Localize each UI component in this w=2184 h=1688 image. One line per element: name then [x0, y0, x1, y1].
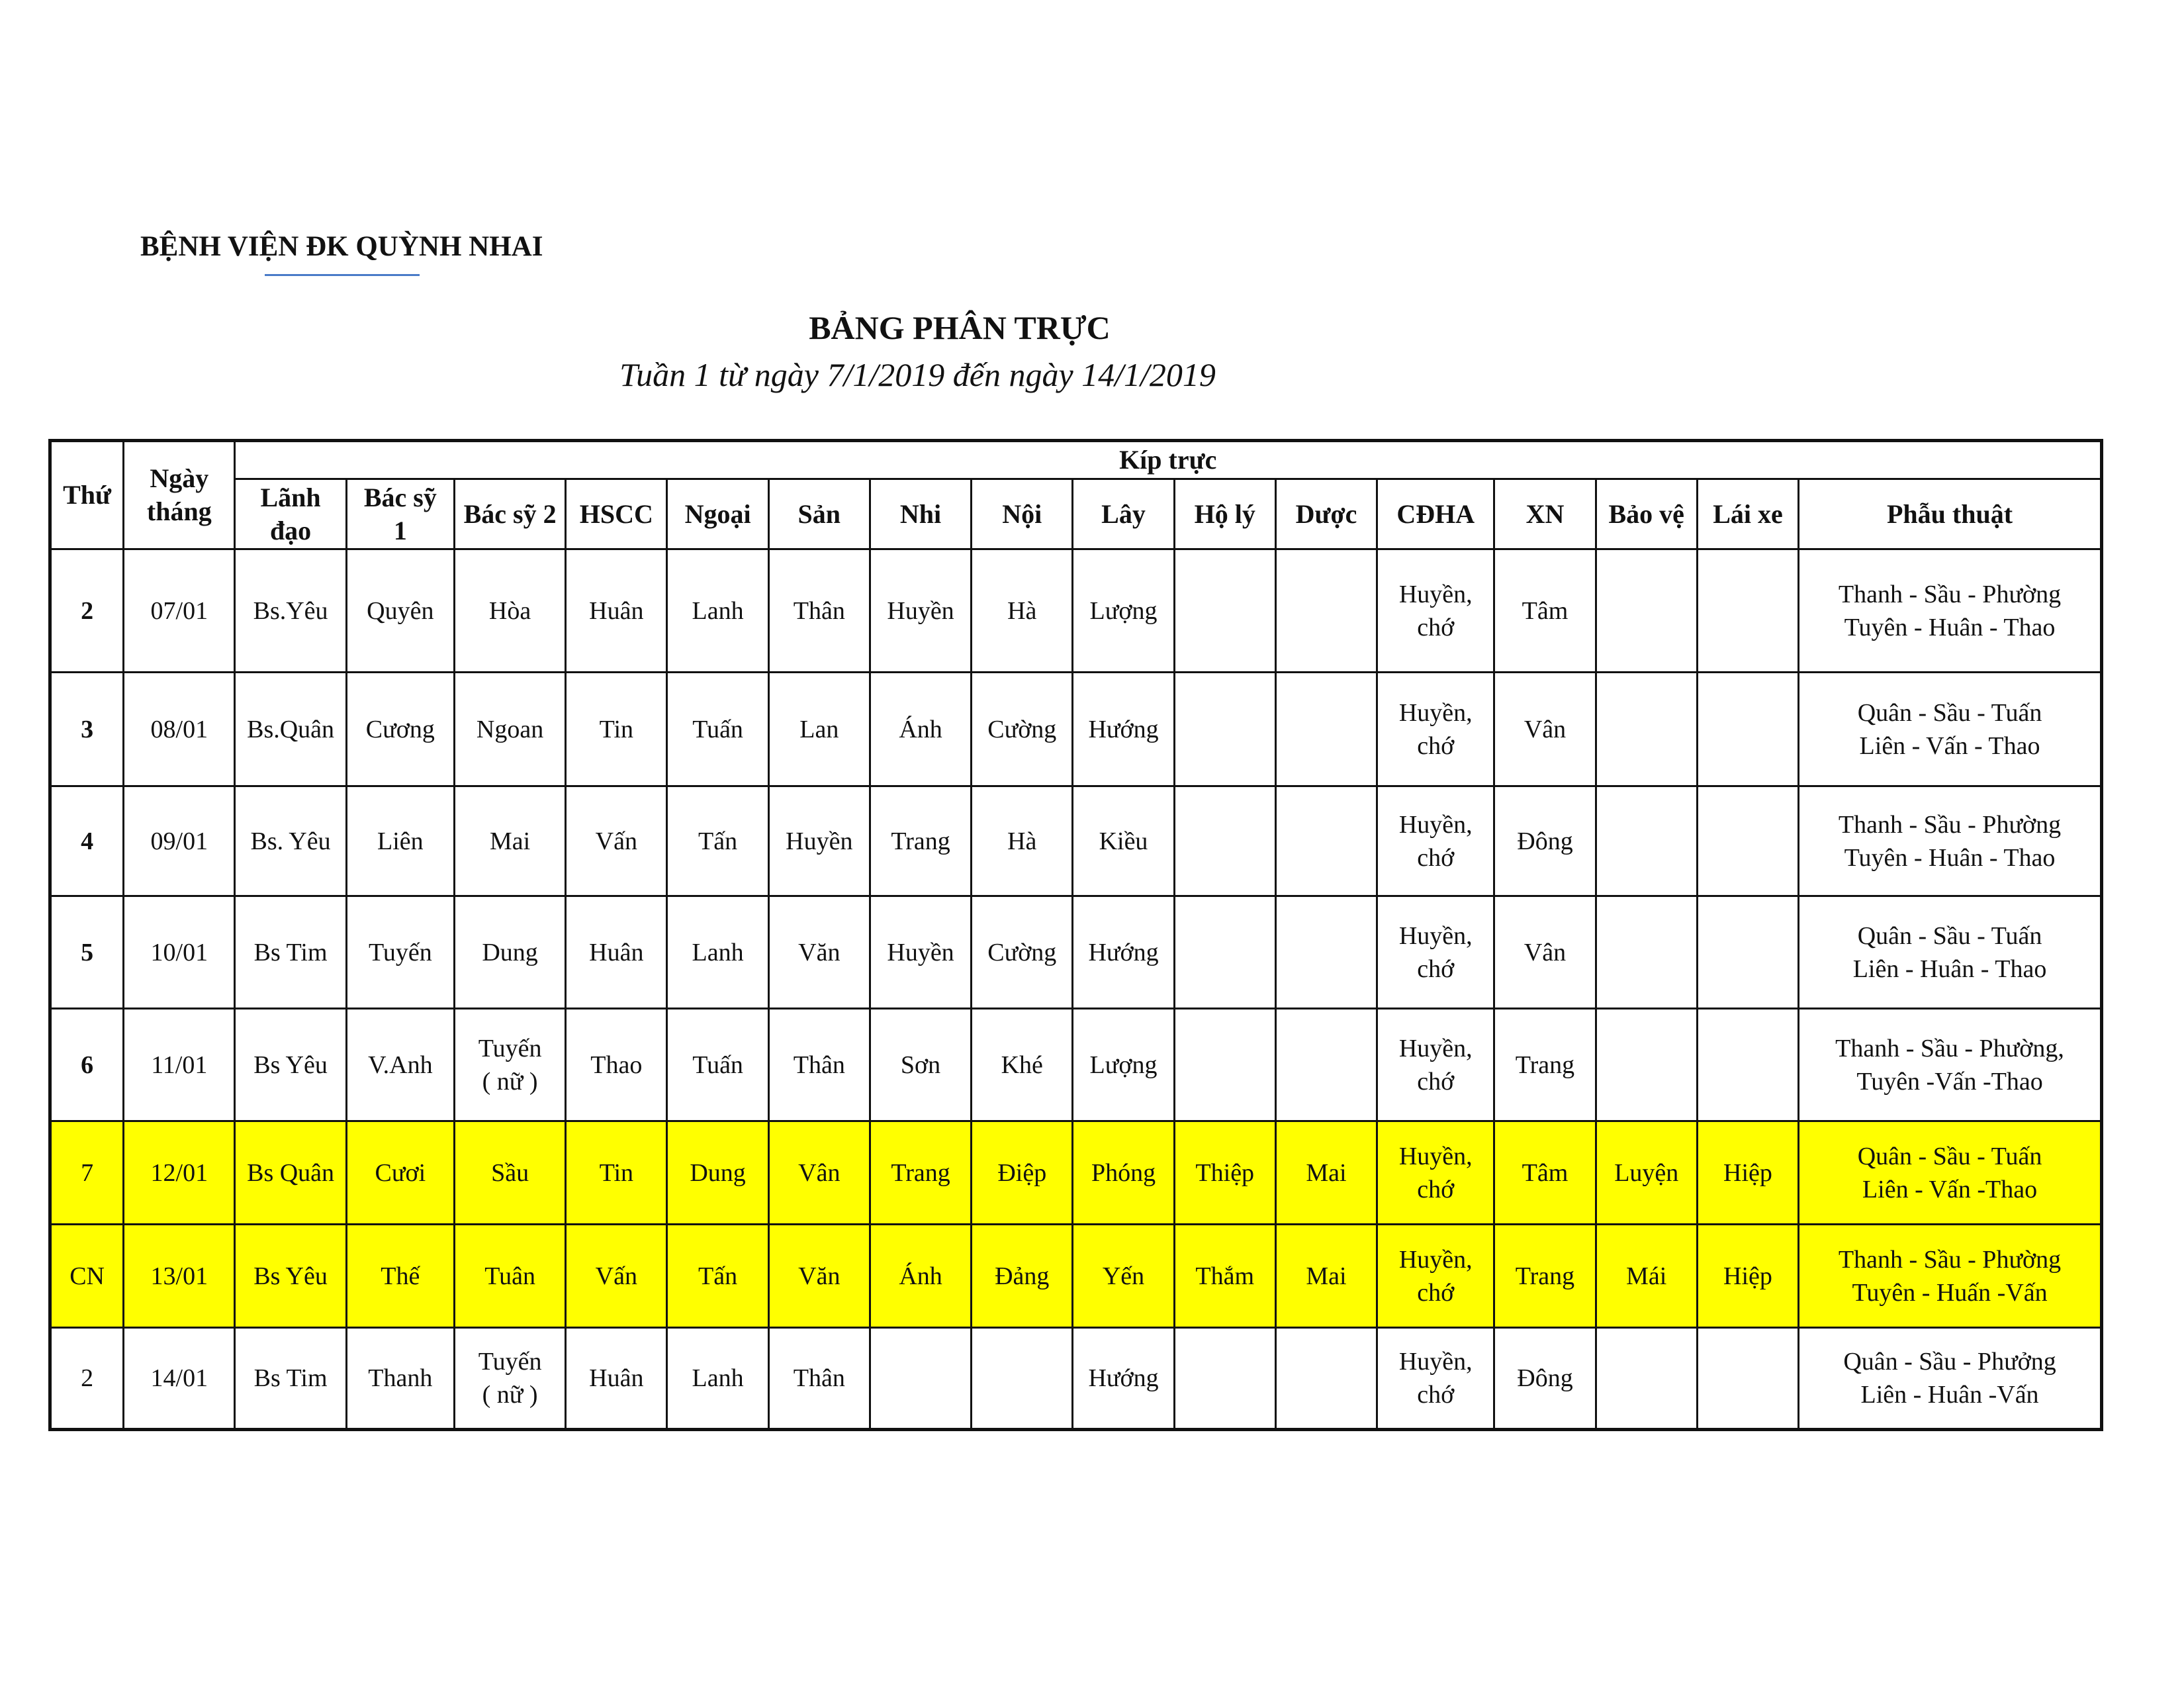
- cell-thu: 5: [50, 896, 124, 1009]
- cell-thu: 7: [50, 1121, 124, 1225]
- cell-bao-ve: [1596, 1009, 1697, 1121]
- cell-cdha-line: chớ: [1417, 1381, 1455, 1409]
- cell-bac-sy-2: [454, 1328, 565, 1430]
- cell-bac-sy-2: [454, 1225, 565, 1328]
- cell-thu: 2: [50, 1328, 124, 1430]
- col-header-san: Sản: [768, 479, 870, 549]
- cell-bao-ve: Mái: [1596, 1225, 1697, 1328]
- cell-bac-sy-1: Thế: [346, 1225, 454, 1328]
- cell-phau-thuat: [1799, 549, 2102, 673]
- cell-thu: 3: [50, 673, 124, 786]
- cell-nhi: [870, 1328, 971, 1430]
- cell-nhi: Ánh: [870, 1225, 971, 1328]
- table-row: [50, 896, 2102, 1009]
- cell-lai-xe: Hiệp: [1697, 1225, 1798, 1328]
- col-header-ngay-thang: [124, 441, 235, 549]
- cell-bac-sy-2-line: Hòa: [488, 596, 531, 625]
- cell-cdha: [1377, 673, 1494, 786]
- cell-ngoai: Lanh: [667, 1328, 768, 1430]
- page-title: BẢNG PHÂN TRỰC: [809, 309, 1111, 346]
- cell-lay: Hướng: [1073, 896, 1174, 1009]
- cell-cdha-line: chớ: [1417, 613, 1455, 641]
- cell-cdha-line: chớ: [1417, 1278, 1455, 1307]
- cell-ngay: 09/01: [124, 786, 235, 896]
- col-header-bac-sy-1: [346, 479, 454, 549]
- cell-bac-sy-1: Cươi: [346, 1121, 454, 1225]
- cell-lai-xe: Hiệp: [1697, 1121, 1798, 1225]
- cell-san: Huyền: [768, 786, 870, 896]
- cell-lai-xe: [1697, 1328, 1798, 1430]
- cell-lai-xe: [1697, 549, 1798, 673]
- roster-body: [50, 549, 2102, 1430]
- cell-duoc: Mai: [1275, 1121, 1377, 1225]
- cell-xn: Đông: [1494, 1328, 1596, 1430]
- cell-cdha-line: chớ: [1417, 1175, 1455, 1203]
- col-header-thu: Thứ: [50, 441, 124, 549]
- cell-ngoai: Dung: [667, 1121, 768, 1225]
- table-row: [50, 1225, 2102, 1328]
- cell-phau-thuat-line: Liên - Huân - Thao: [1852, 955, 2047, 983]
- cell-cdha: [1377, 786, 1494, 896]
- cell-noi: [972, 1328, 1073, 1430]
- col-header-ngay-line1: Ngày: [150, 463, 209, 493]
- cell-bac-sy-2: [454, 896, 565, 1009]
- cell-ngoai: Tuấn: [667, 673, 768, 786]
- cell-ngay: 13/01: [124, 1225, 235, 1328]
- cell-bac-sy-2-line: ( nữ ): [482, 1381, 538, 1409]
- cell-noi: Hà: [972, 549, 1073, 673]
- cell-phau-thuat: [1799, 1225, 2102, 1328]
- cell-lanh-dao: Bs.Quân: [235, 673, 346, 786]
- cell-lanh-dao: Bs Tim: [235, 896, 346, 1009]
- group-header-kip-truc: Kíp trực: [235, 441, 2102, 479]
- cell-noi: Điệp: [972, 1121, 1073, 1225]
- cell-bao-ve: [1596, 896, 1697, 1009]
- col-header-bac-sy-1-line1: Bác sỹ: [363, 482, 437, 512]
- cell-xn: Trang: [1494, 1225, 1596, 1328]
- cell-ho-ly: Thắm: [1174, 1225, 1275, 1328]
- header-row-group: [50, 441, 2102, 479]
- cell-ngay: 08/01: [124, 673, 235, 786]
- col-header-lay: Lây: [1073, 479, 1174, 549]
- table-row: [50, 1009, 2102, 1121]
- cell-lay: Kiều: [1073, 786, 1174, 896]
- col-header-lanh-dao-line2: đạo: [269, 515, 312, 545]
- cell-bao-ve: [1596, 673, 1697, 786]
- cell-ngay: 11/01: [124, 1009, 235, 1121]
- cell-duoc: [1275, 1009, 1377, 1121]
- cell-cdha: [1377, 1009, 1494, 1121]
- cell-bac-sy-2: [454, 549, 565, 673]
- cell-lanh-dao: Bs Yêu: [235, 1225, 346, 1328]
- cell-ngay: 07/01: [124, 549, 235, 673]
- hospital-underline: [265, 274, 420, 276]
- cell-duoc: [1275, 896, 1377, 1009]
- cell-ngoai: Lanh: [667, 549, 768, 673]
- col-header-lanh-dao: [235, 479, 346, 549]
- cell-phau-thuat-line: Quân - Sầu - Tuấn: [1857, 1142, 2042, 1170]
- col-header-nhi: Nhi: [870, 479, 971, 549]
- cell-duoc: [1275, 673, 1377, 786]
- cell-cdha-line: chớ: [1417, 1067, 1455, 1096]
- cell-xn: Tâm: [1494, 1121, 1596, 1225]
- cell-ho-ly: [1174, 1009, 1275, 1121]
- cell-phau-thuat-line: Liên - Vấn - Thao: [1859, 731, 2040, 760]
- col-header-bao-ve: Bảo vệ: [1596, 479, 1697, 549]
- header-row-columns: [50, 479, 2102, 549]
- cell-bac-sy-1: Thanh: [346, 1328, 454, 1430]
- cell-phau-thuat-line: Quân - Sầu - Tuấn: [1857, 698, 2042, 727]
- cell-cdha-line: Huyền,: [1398, 698, 1473, 727]
- cell-bac-sy-1: Liên: [346, 786, 454, 896]
- cell-cdha: [1377, 549, 1494, 673]
- cell-lay: Hướng: [1073, 673, 1174, 786]
- col-header-lai-xe: Lái xe: [1697, 479, 1798, 549]
- cell-bac-sy-2: [454, 786, 565, 896]
- cell-san: Văn: [768, 1225, 870, 1328]
- cell-duoc: [1275, 1328, 1377, 1430]
- cell-thu: 6: [50, 1009, 124, 1121]
- cell-cdha-line: chớ: [1417, 731, 1455, 760]
- cell-lanh-dao: Bs. Yêu: [235, 786, 346, 896]
- cell-hscc: Thao: [566, 1009, 667, 1121]
- cell-bao-ve: [1596, 1328, 1697, 1430]
- col-header-xn: XN: [1494, 479, 1596, 549]
- cell-ho-ly: [1174, 549, 1275, 673]
- cell-bac-sy-2-line: ( nữ ): [482, 1067, 538, 1096]
- col-header-hscc: HSCC: [566, 479, 667, 549]
- cell-cdha-line: Huyền,: [1398, 921, 1473, 950]
- col-header-bac-sy-2: Bác sỹ 2: [454, 479, 565, 549]
- cell-phau-thuat: [1799, 1328, 2102, 1430]
- col-header-lanh-dao-line1: Lãnh: [260, 482, 321, 512]
- table-row: [50, 1328, 2102, 1430]
- cell-cdha-line: Huyền,: [1398, 1034, 1473, 1062]
- cell-duoc: [1275, 786, 1377, 896]
- cell-nhi: Ánh: [870, 673, 971, 786]
- cell-phau-thuat: [1799, 896, 2102, 1009]
- cell-bao-ve: Luyện: [1596, 1121, 1697, 1225]
- cell-lai-xe: [1697, 896, 1798, 1009]
- cell-cdha-line: Huyền,: [1398, 1245, 1473, 1274]
- cell-bao-ve: [1596, 549, 1697, 673]
- cell-lai-xe: [1697, 1009, 1798, 1121]
- cell-hscc: Tin: [566, 673, 667, 786]
- cell-san: Văn: [768, 896, 870, 1009]
- cell-phau-thuat-line: Quân - Sầu - Phưởng: [1843, 1348, 2056, 1376]
- col-header-ngoai: Ngoại: [667, 479, 768, 549]
- cell-bac-sy-2-line: Tuân: [484, 1262, 535, 1290]
- cell-thu: 2: [50, 549, 124, 673]
- cell-xn: Vân: [1494, 896, 1596, 1009]
- cell-bac-sy-2-line: Dung: [482, 938, 538, 966]
- cell-phau-thuat-line: Tuyên -Vấn -Thao: [1856, 1067, 2043, 1096]
- cell-cdha-line: chớ: [1417, 955, 1455, 983]
- cell-xn: Tâm: [1494, 549, 1596, 673]
- cell-nhi: Huyền: [870, 549, 971, 673]
- cell-san: Thân: [768, 1009, 870, 1121]
- cell-noi: Hà: [972, 786, 1073, 896]
- table-row: [50, 673, 2102, 786]
- cell-phau-thuat-line: Tuyên - Huân - Thao: [1844, 843, 2056, 872]
- cell-bac-sy-2: [454, 1009, 565, 1121]
- cell-lai-xe: [1697, 673, 1798, 786]
- cell-phau-thuat-line: Thanh - Sầu - Phường: [1838, 1245, 2062, 1274]
- col-header-bac-sy-1-line2: 1: [393, 515, 407, 545]
- cell-cdha: [1377, 1225, 1494, 1328]
- cell-xn: Vân: [1494, 673, 1596, 786]
- cell-xn: Đông: [1494, 786, 1596, 896]
- cell-bao-ve: [1596, 786, 1697, 896]
- cell-lanh-dao: Bs.Yêu: [235, 549, 346, 673]
- cell-cdha-line: chớ: [1417, 843, 1455, 872]
- cell-ho-ly: [1174, 896, 1275, 1009]
- cell-san: Thân: [768, 1328, 870, 1430]
- cell-duoc: Mai: [1275, 1225, 1377, 1328]
- cell-ho-ly: Thiệp: [1174, 1121, 1275, 1225]
- cell-nhi: Trang: [870, 1121, 971, 1225]
- cell-ngoai: Tấn: [667, 786, 768, 896]
- cell-lay: Lượng: [1073, 549, 1174, 673]
- cell-phau-thuat: [1799, 1009, 2102, 1121]
- cell-phau-thuat: [1799, 786, 2102, 896]
- cell-bac-sy-2: [454, 1121, 565, 1225]
- cell-hscc: Huân: [566, 549, 667, 673]
- cell-phau-thuat-line: Liên - Huân -Vấn: [1860, 1381, 2039, 1409]
- cell-noi: Cường: [972, 673, 1073, 786]
- cell-phau-thuat-line: Tuyên - Huấn -Vấn: [1852, 1278, 2048, 1307]
- cell-ngoai: Tấn: [667, 1225, 768, 1328]
- cell-san: Lan: [768, 673, 870, 786]
- cell-hscc: Vấn: [566, 786, 667, 896]
- cell-bac-sy-2-line: Mai: [489, 827, 531, 855]
- cell-nhi: Huyền: [870, 896, 971, 1009]
- cell-ho-ly: [1174, 1328, 1275, 1430]
- cell-phau-thuat-line: Liên - Vấn -Thao: [1862, 1175, 2038, 1203]
- cell-noi: Cường: [972, 896, 1073, 1009]
- cell-ho-ly: [1174, 786, 1275, 896]
- cell-bac-sy-2: [454, 673, 565, 786]
- table-row: [50, 1121, 2102, 1225]
- cell-bac-sy-2-line: Ngoan: [476, 715, 544, 743]
- hospital-name: BỆNH VIỆN ĐK QUỲNH NHAI: [140, 231, 543, 262]
- cell-thu: CN: [50, 1225, 124, 1328]
- cell-lai-xe: [1697, 786, 1798, 896]
- cell-noi: Đảng: [972, 1225, 1073, 1328]
- cell-noi: Khé: [972, 1009, 1073, 1121]
- cell-ngay: 14/01: [124, 1328, 235, 1430]
- cell-bac-sy-1: Quyên: [346, 549, 454, 673]
- table-row: [50, 786, 2102, 896]
- cell-cdha-line: Huyền,: [1398, 580, 1473, 608]
- cell-lanh-dao: Bs Quân: [235, 1121, 346, 1225]
- cell-phau-thuat: [1799, 1121, 2102, 1225]
- cell-thu: 4: [50, 786, 124, 896]
- cell-bac-sy-1: Tuyến: [346, 896, 454, 1009]
- cell-ho-ly: [1174, 673, 1275, 786]
- cell-cdha-line: Huyền,: [1398, 1348, 1473, 1376]
- col-header-ho-ly: Hộ lý: [1174, 479, 1275, 549]
- col-header-ngay-line2: tháng: [146, 496, 212, 526]
- duty-roster-table: [48, 439, 2103, 1431]
- cell-phau-thuat-line: Quân - Sầu - Tuấn: [1857, 921, 2042, 950]
- cell-phau-thuat-line: Tuyên - Huân - Thao: [1844, 613, 2056, 641]
- cell-bac-sy-2-line: Tuyến: [478, 1348, 542, 1376]
- cell-san: Thân: [768, 549, 870, 673]
- cell-cdha: [1377, 1328, 1494, 1430]
- col-header-phau-thuat: Phẫu thuật: [1799, 479, 2102, 549]
- cell-bac-sy-2-line: Tuyến: [478, 1034, 542, 1062]
- cell-ngay: 12/01: [124, 1121, 235, 1225]
- page-subtitle: Tuần 1 từ ngày 7/1/2019 đến ngày 14/1/2019: [619, 356, 1216, 393]
- cell-cdha: [1377, 1121, 1494, 1225]
- cell-lanh-dao: Bs Yêu: [235, 1009, 346, 1121]
- cell-lay: Lượng: [1073, 1009, 1174, 1121]
- cell-phau-thuat-line: Thanh - Sầu - Phường: [1838, 580, 2062, 608]
- cell-hscc: Huân: [566, 1328, 667, 1430]
- cell-lay: Yến: [1073, 1225, 1174, 1328]
- cell-ngoai: Lanh: [667, 896, 768, 1009]
- cell-nhi: Trang: [870, 786, 971, 896]
- cell-hscc: Huân: [566, 896, 667, 1009]
- cell-phau-thuat-line: Thanh - Sầu - Phường,: [1835, 1034, 2064, 1062]
- cell-duoc: [1275, 549, 1377, 673]
- cell-bac-sy-1: V.Anh: [346, 1009, 454, 1121]
- cell-lanh-dao: Bs Tim: [235, 1328, 346, 1430]
- cell-hscc: Tin: [566, 1121, 667, 1225]
- cell-san: Vân: [768, 1121, 870, 1225]
- cell-nhi: Sơn: [870, 1009, 971, 1121]
- cell-hscc: Vấn: [566, 1225, 667, 1328]
- cell-phau-thuat-line: Thanh - Sầu - Phường: [1838, 810, 2062, 839]
- cell-xn: Trang: [1494, 1009, 1596, 1121]
- cell-ngay: 10/01: [124, 896, 235, 1009]
- cell-bac-sy-1: Cương: [346, 673, 454, 786]
- table-row: [50, 549, 2102, 673]
- cell-cdha-line: Huyền,: [1398, 810, 1473, 839]
- cell-lay: Phóng: [1073, 1121, 1174, 1225]
- col-header-noi: Nội: [972, 479, 1073, 549]
- col-header-duoc: Dược: [1275, 479, 1377, 549]
- cell-cdha: [1377, 896, 1494, 1009]
- cell-cdha-line: Huyền,: [1398, 1142, 1473, 1170]
- cell-ngoai: Tuấn: [667, 1009, 768, 1121]
- cell-lay: Hướng: [1073, 1328, 1174, 1430]
- cell-bac-sy-2-line: Sầu: [491, 1158, 529, 1187]
- cell-phau-thuat: [1799, 673, 2102, 786]
- col-header-cdha: CĐHA: [1377, 479, 1494, 549]
